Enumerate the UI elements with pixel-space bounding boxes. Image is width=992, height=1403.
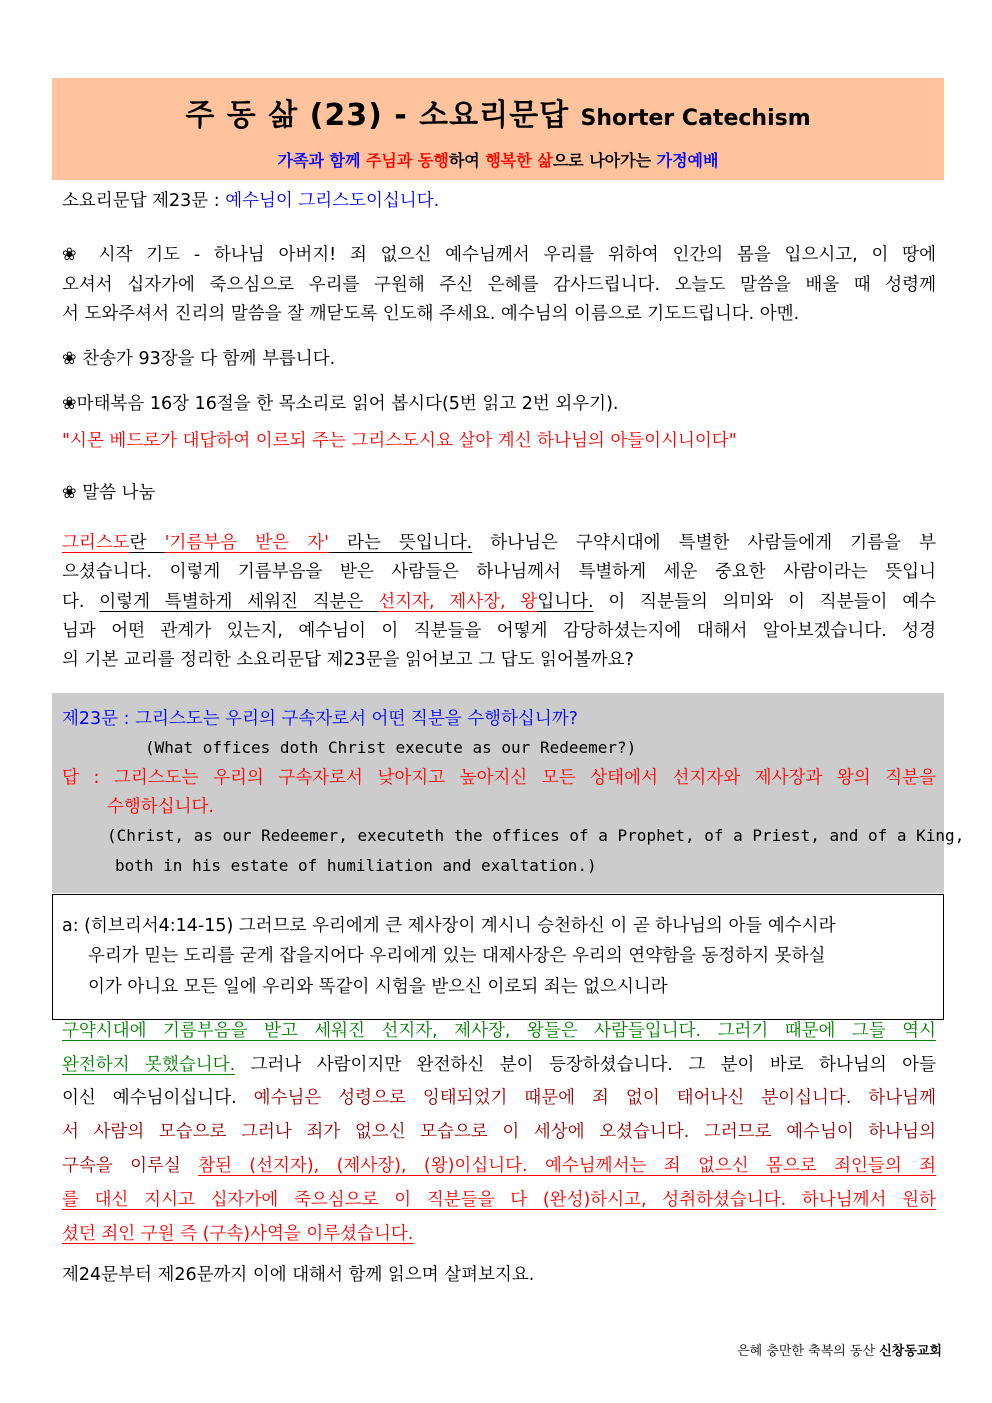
text-line <box>62 530 936 556</box>
text-line <box>62 391 936 417</box>
subtitle-segment: 하여 <box>448 151 486 170</box>
text-line <box>62 1221 936 1247</box>
text-segment: 하나님은 구약시대에 특별한 사람들에게 기름을 부 <box>472 533 936 553</box>
text-line <box>62 1119 936 1145</box>
text-segment: 이렇게 특별하게 세워진 직분은 <box>99 592 379 612</box>
text-line <box>62 242 936 268</box>
subtitle-segment: 가정예배 <box>656 151 719 170</box>
text-line <box>115 853 936 879</box>
text-segment: 이가 아니요 모든 일에 우리와 똑같이 시험을 받으신 이로되 죄는 없으시니라 <box>88 977 668 997</box>
text-line <box>62 765 936 791</box>
text-line <box>88 974 936 1000</box>
text-segment: 구속을 이루실 <box>62 1156 199 1176</box>
text-line <box>107 794 936 820</box>
text-line <box>88 943 936 969</box>
text-line <box>62 1153 936 1179</box>
text-segment: 다. <box>62 592 100 612</box>
text-line <box>62 272 936 298</box>
title-english: Shorter Catechism <box>580 106 811 131</box>
subtitle-segment: 으로 나아가는 <box>552 151 657 170</box>
text-line <box>145 735 936 761</box>
text-segment: ❀ 시작 기도 - 하나님 아버지! 죄 없으신 예수님께서 우리를 위하여 인간의 몸을 입으시고, 이 땅에 <box>62 245 936 265</box>
text-segment: 소요리문답 제23문 : <box>62 191 226 211</box>
text-segment: 답 : 그리스도는 우리의 구속자로서 낮아지고 높아지신 모든 상태에서 선지자와 제사장과 왕의 직분을 <box>62 768 936 788</box>
text-line <box>62 428 936 454</box>
page-title <box>52 90 944 134</box>
text-segment: 완전하지 못했습니다. <box>62 1055 236 1075</box>
text-line <box>62 618 936 644</box>
text-line <box>62 589 936 615</box>
text-segment: 선지자, 제사장, 왕 <box>378 592 538 612</box>
text-segment: 으셨습니다. 이렇게 기름부음을 받은 사람들은 하나님께서 특별하게 세운 중요한 사람이라는 뜻입니 <box>62 562 936 582</box>
text-segment: 입니다. <box>537 592 594 612</box>
text-segment: 참된 (선지자), (제사장), (왕)이십니다. 예수님께서는 죄 없으신 몸으로 죄인들의 죄 <box>198 1156 936 1176</box>
text-line <box>62 1187 936 1213</box>
text-segment: a: (히브리서4:14-15) 그러므로 우리에게 큰 제사장이 계시니 승천하신 이 곧 하나님의 아들 예수시라 <box>62 916 836 936</box>
text-segment: 서 사람의 모습으로 그러나 죄가 없으신 모습으로 이 세상에 오셨습니다. 그러므로 예수님이 하나님의 <box>62 1122 936 1142</box>
text-line <box>62 301 936 327</box>
text-segment: 를 대신 지시고 십자가에 죽으심으로 이 직분들을 다 (완성)하시고, 성취하셨습니다. 하나님께서 원하 <box>62 1190 936 1210</box>
text-segment: 그리스도 <box>62 533 130 553</box>
subtitle <box>52 148 944 171</box>
subtitle-segment: 주님과 동행 <box>365 151 449 170</box>
text-line <box>107 823 965 849</box>
text-segment: 그러나 사람이지만 완전하신 분이 등장하셨습니다. 그 분이 바로 하나님의 아들 <box>235 1055 936 1075</box>
text-segment: 예수님은 성령으로 잉태되었기 때문에 죄 없이 태어나신 분이십니다. 하나님께 <box>253 1088 936 1108</box>
text-segment: ❀마태복음 16장 16절을 한 목소리로 읽어 봅시다(5번 읽고 2번 외우기). <box>62 394 619 414</box>
text-segment: 서 도와주셔서 진리의 말씀을 잘 깨닫도록 인도해 주세요. 예수님의 이름으로 기도드립니다. 아멘. <box>62 304 800 324</box>
subtitle-segment: 가족과 함께 <box>277 151 366 170</box>
text-segment: 셨던 죄인 구원 즉 (구속)사역을 이루셨습니다. <box>62 1224 414 1244</box>
text-line <box>62 1018 936 1044</box>
header-band <box>52 78 944 180</box>
text-segment: ❀ 찬송가 93장을 다 함께 부릅니다. <box>62 349 336 369</box>
text-segment: ❀ 말씀 나눔 <box>62 483 156 503</box>
text-segment: 우리가 믿는 도리를 굳게 잡을지어다 우리에게 있는 대제사장은 우리의 연약함을 동정하지 못하실 <box>88 946 826 966</box>
footer <box>737 1340 942 1359</box>
text-segment: 의 기본 교리를 정리한 소요리문답 제23문을 읽어보고 그 답도 읽어볼까요? <box>62 650 634 670</box>
text-segment: '기름부음 받은 자' <box>164 533 329 553</box>
footer-motto: 은혜 충만한 축복의 동산 <box>737 1344 876 1359</box>
text-segment: 제23문 : 그리스도는 우리의 구속자로서 어떤 직분을 수행하십니까? <box>62 709 578 729</box>
text-segment: (Christ, as our Redeemer, executeth the offices of a Prophet, of a Priest, and of a King, <box>107 826 965 845</box>
text-segment: 님과 어떤 관계가 있는지, 예수님이 이 직분들을 어떻게 감당하셨는지에 대해서 알아보겠습니다. 성경 <box>62 621 936 641</box>
text-segment: 수행하십니다. <box>107 797 214 817</box>
subtitle-segment: 행복한 삶 <box>485 151 553 170</box>
text-line <box>62 1085 936 1111</box>
text-line <box>62 913 936 939</box>
text-segment: 제24문부터 제26문까지 이에 대해서 함께 읽으며 살펴보지요. <box>62 1265 535 1285</box>
text-line <box>62 1262 936 1288</box>
text-segment: both in his estate of humiliation and exaltation.) <box>115 856 597 875</box>
text-segment: 구약시대에 기름부음을 받고 세워진 선지자, 제사장, 왕들은 사람들입니다. 그러기 때문에 그들 역시 <box>62 1021 936 1041</box>
text-segment: 이신 예수님이십니다. <box>62 1088 254 1108</box>
text-line <box>62 706 936 732</box>
text-segment: 예수님이 그리스도이십니다. <box>225 191 440 211</box>
text-line <box>62 647 936 673</box>
text-line <box>62 480 936 506</box>
text-line <box>62 1052 936 1078</box>
church-name-logo: 신창동교회 <box>879 1344 942 1359</box>
text-segment: 이 직분들의 의미와 이 직분들이 예수 <box>593 592 936 612</box>
text-segment: "시몬 베드로가 대답하여 이르되 주는 그리스도시요 살아 계신 하나님의 아들이시니이다" <box>62 431 737 451</box>
text-line <box>62 188 936 214</box>
text-segment: 오셔서 십자가에 죽으심으로 우리를 구원해 주신 은혜를 감사드립니다. 오늘도 말씀을 배울 때 성령께 <box>62 275 936 295</box>
text-segment: (What offices doth Christ execute as our Redeemer?) <box>145 738 637 757</box>
text-line <box>62 346 936 372</box>
title-korean: 주 동 삶 (23) - 소요리문답 <box>185 98 570 133</box>
text-segment: 라는 뜻입니다. <box>328 533 473 553</box>
text-segment: 란 <box>129 533 165 553</box>
text-line <box>62 559 936 585</box>
